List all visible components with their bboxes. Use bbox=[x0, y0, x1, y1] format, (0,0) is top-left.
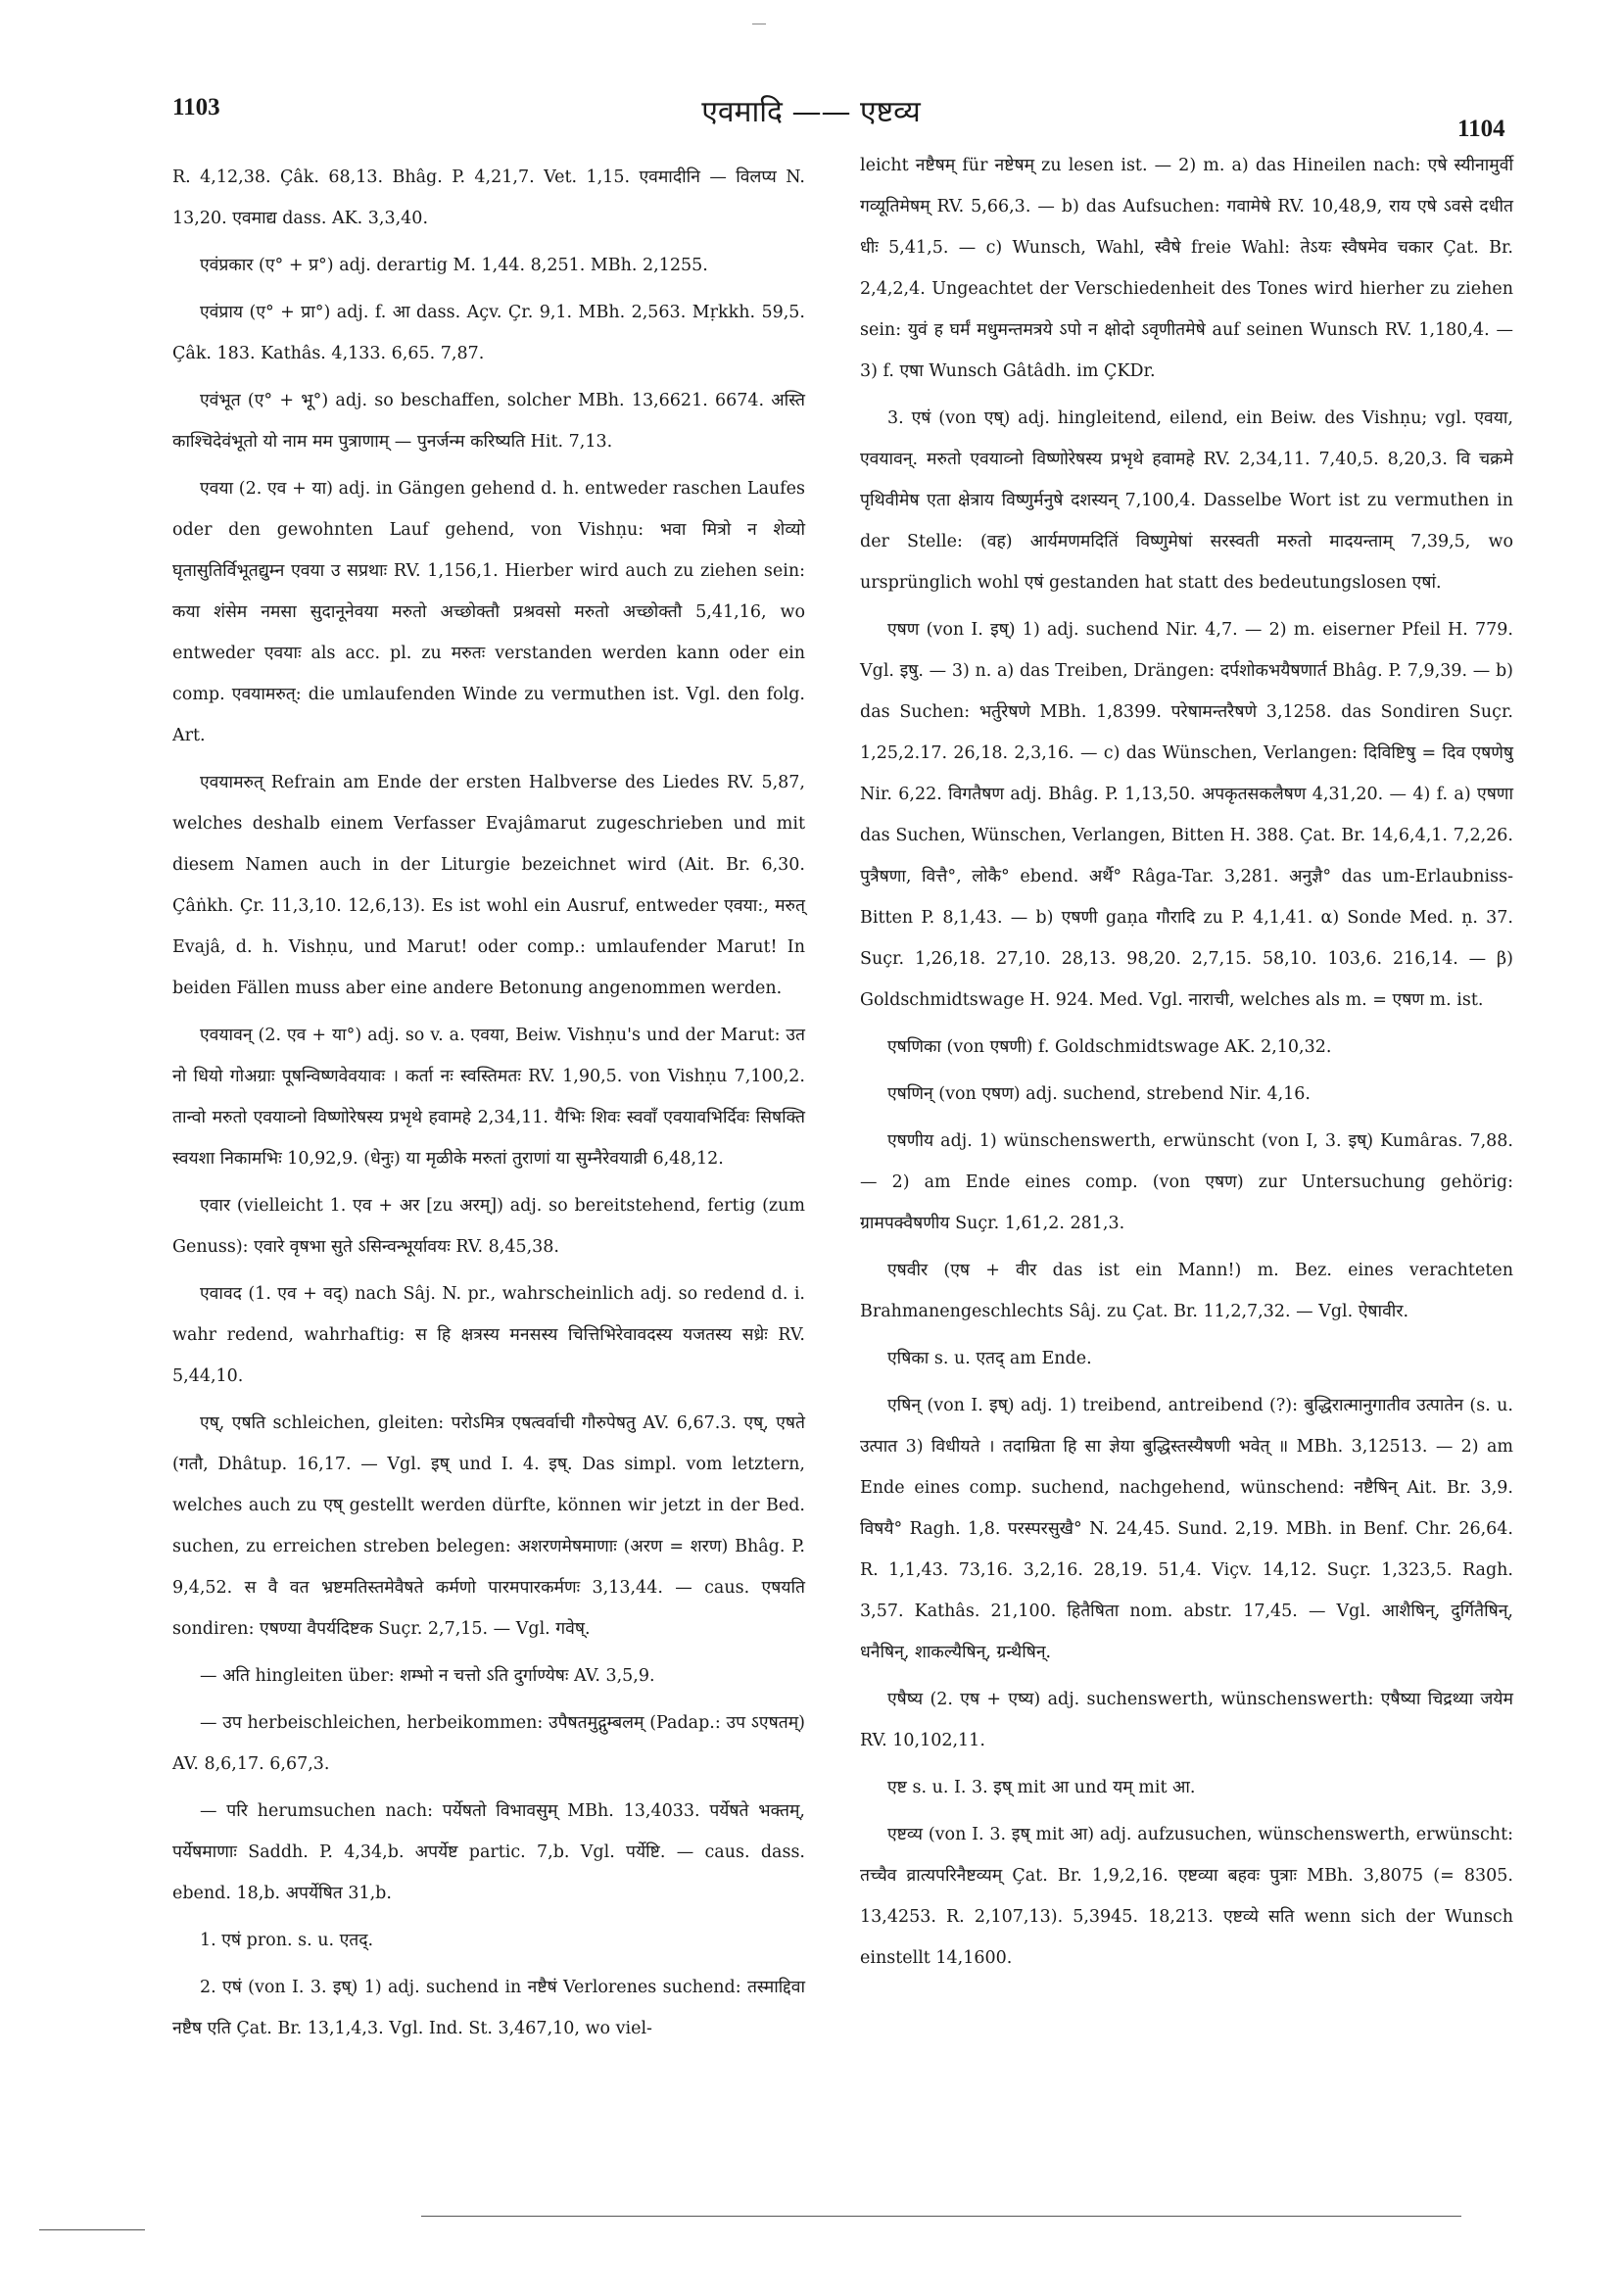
page-number-right: 1104 bbox=[1457, 116, 1505, 142]
footer-rule-short bbox=[39, 2229, 145, 2230]
dictionary-entry: एषिका s. u. एतद् am Ende. bbox=[887, 1349, 1092, 1368]
dictionary-entry: एवंप्राय (ए° + प्रा°) adj. f. आ dass. Açv. Çr. 9,1. MBh. 2,563. Mṛkkh. 59,5. Çâk. 183. Kathâs. 4,133. 6,65. 7,87. bbox=[172, 303, 805, 363]
dictionary-entry: एषैष्य (2. एष + एष्य) adj. suchenswerth, wünschenswerth: एषैष्या चिद्रथ्या जयेम RV. 10,102,11. bbox=[860, 1690, 1513, 1750]
dictionary-entry: — परि herumsuchen nach: पर्येषतो विभावसुम् MBh. 13,4033. पर्येषते भक्तम्, पर्येषमाणाः Saddh. P. 4,34,b. अपर्येष्ट partic. 7,b. Vgl. पर्येष्टि. — caus. dass. ebend. 18,b. अपर्येषित 31,b. bbox=[172, 1801, 805, 1903]
dictionary-entry: 2. एषं (von I. 3. इष्) 1) adj. suchend in नष्टैषं Verlorenes suchend: तस्माद्दिवा नष्टैष एति Çat. Br. 13,1,4,3. Vgl. Ind. St. 3,467,10, wo viel- bbox=[172, 1978, 805, 2038]
dictionary-entry: एषिन् (von I. इष्) adj. 1) treibend, antreibend (?): बुद्धिरात्मानुगातीव उत्पातेन (s. u. उत्पात 3) विधीयते । तदाम्रिता हि सा ज्ञेया बुद्धिस्तस्यैषणी भवेत् ॥ MBh. 3,12513. — 2) am Ende eines comp. suchend, nachgehend, wünschend: नष्टैषिन् Ait. Br. 3,9. विषयै° Ragh. 1,8. परस्परसुखै° N. 24,45. Sund. 2,19. MBh. in Benf. Chr. 26,64. R. 1,1,43. 73,16. 3,2,16. 28,19. 51,4. Viçv. 14,12. Suçr. 1,323,5. Ragh. 3,57. Kathâs. 21,100. हितैषिता nom. abstr. 17,45. — Vgl. आशैषिन्, दुर्गितैषिन्, धनैषिन्, शाकल्यैषिन्, ग्रन्थैषिन्. bbox=[860, 1396, 1513, 1662]
dictionary-entry: एषणीय adj. 1) wünschenswerth, erwünscht (von I, 3. इष्) Kumâras. 7,88. — 2) am Ende eines comp. (von एषण) zur Untersuchung gehörig: ग्रामपक्वैषणीय Suçr. 1,61,2. 281,3. bbox=[860, 1131, 1513, 1233]
dictionary-entry: एवया (2. एव + या) adj. in Gängen gehend d. h. entweder raschen Laufes oder den gewohnten Lauf gehend, von Vishṇu: भवा मित्रो न शेव्यो घृतासुतिर्विभूतद्युम्न एवया उ सप्रथाः RV. 1,156,1. Hierber wird auch zu ziehen sein: कया शंसेम नमसा सुदानूनेवया मरुतो अच्छोक्तौ प्रश्रवसो मरुतो अच्छोक्तौ 5,41,16, wo entweder एवयाः als acc. pl. zu मरुतः verstanden werden kann oder ein comp. एवयामरुत्: die umlaufenden Winde zu vermuthen ist. Vgl. den folg. Art. bbox=[172, 479, 805, 745]
dictionary-entry: एष्ट s. u. I. 3. इष् mit आ und यम् mit आ. bbox=[887, 1778, 1196, 1797]
dictionary-entry: एवावद (1. एव + वद्) nach Sâj. N. pr., wahrscheinlich adj. so redend d. i. wahr redend, wahrhaftig: स हि क्षत्रस्य मनसस्य चित्तिभिरेवावदस्य यजतस्य सध्रेः RV. 5,44,10. bbox=[172, 1284, 805, 1386]
dictionary-entry: R. 4,12,38. Çâk. 68,13. Bhâg. P. 4,21,7. Vet. 1,15. एवमादीनि — विलप्य N. 13,20. एवमाद्य dass. AK. 3,3,40. bbox=[172, 167, 805, 228]
running-header: एवमादि —— एष्टव्य bbox=[701, 95, 921, 129]
dictionary-entry: एवयामरुत् Refrain am Ende der ersten Halbverse des Liedes RV. 5,87, welches deshalb einem Verfasser Evajâmarut zugeschrieben und mit diesem Namen auch in der Liturgie bezeichnet wird (Ait. Br. 6,30. Çâṅkh. Çr. 11,3,10. 12,6,13). Es ist wohl ein Ausruf, entweder एवया:, मरुत् Evajâ, d. h. Vishṇu, und Marut! oder comp.: umlaufender Marut! In beiden Fällen muss aber eine andere Betonung angenommen werden. bbox=[172, 773, 805, 998]
dictionary-entry: एषणिका (von एषणी) f. Goldschmidtswage AK. 2,10,32. bbox=[887, 1037, 1332, 1057]
dictionary-entry: एषण (von I. इष्) 1) adj. suchend Nir. 4,7. — 2) m. eiserner Pfeil H. 779. Vgl. इषु. — 3) n. a) das Treiben, Drängen: दर्पशोकभयैषणार्त Bhâg. P. 7,9,39. — b) das Suchen: भर्तुरेषणे MBh. 1,8399. परेषामन्तरैषणे 3,1258. das Sondiren Suçr. 1,25,2.17. 26,18. 2,3,16. — c) das Wünschen, Verlangen: दिविष्टिषु = दिव एषणेषु Nir. 6,22. विगतैषण adj. Bhâg. P. 1,13,50. अपकृतसकलैषण 4,31,20. — 4) f. a) एषणा das Suchen, Wünschen, Verlangen, Bitten H. 388. Çat. Br. 14,6,4,1. 7,2,26. पुत्रैषणा, वित्तै°, लोकै° ebend. अर्थै° Râga-Tar. 3,281. अनुज्ञै° das um-Erlaubniss-Bitten P. 8,1,43. — b) एषणी gaṇa गौरादि zu P. 4,1,41. α) Sonde Med. ṇ. 37. Suçr. 1,26,18. 27,10. 28,13. 98,20. 2,7,15. 58,10. 103,6. 216,14. — β) Goldschmidtswage H. 924. Med. Vgl. नाराची, welches als m. = एषण m. ist. bbox=[860, 620, 1513, 1010]
dictionary-entry: 3. एषं (von एष्) adj. hingleitend, eilend, ein Beiw. des Vishṇu; vgl. एवया, एवयावन्. मरुतो एवयाव्नो विष्णोरेषस्य प्रभृथे हवामहे RV. 2,34,11. 7,40,5. 8,20,3. वि चक्रमे पृथिवीमेष एता क्षेत्राय विष्णुर्मनुषे दशस्यन् 7,100,4. Dasselbe Wort ist zu vermuthen in der Stelle: (वह) आर्यमणमदितिं विष्णुमेषां सरस्वती मरुतो मादयन्ताम् 7,39,5, wo ursprünglich wohl एषं gestanden hat statt des bedeutungslosen एषां. bbox=[860, 408, 1513, 593]
right-column bbox=[860, 145, 1513, 1985]
dictionary-entry: 1. एषं pron. s. u. एतद्. bbox=[200, 1931, 374, 1950]
page-number-left: 1103 bbox=[172, 94, 220, 120]
dictionary-entry: leicht नष्टैषम् für नष्टेषम् zu lesen ist. — 2) m. a) das Hineilen nach: एषे स्यीनामुर्वी गव्यूतिमेषम् RV. 5,66,3. — b) das Aufsuchen: गवामेषे RV. 10,48,9, राय एषे ऽवसे दधीत धीः 5,41,5. — c) Wunsch, Wahl, स्वैषे freie Wahl: तेऽयः स्वैषमेव चकार Çat. Br. 2,4,2,4. Ungeachtet der Verschiedenheit des Tones wird hierher zu ziehen sein: युवं ह घर्मं मधुमन्तमत्रये ऽपो न क्षोदो ऽवृणीतमेषे auf seinen Wunsch RV. 1,180,4. — 3) f. एषा Wunsch Gâtâdh. im ÇKDr. bbox=[860, 156, 1513, 381]
dictionary-entry: एषवीर (एष + वीर das ist ein Mann!) m. Bez. eines verachteten Brahmanengeschlechts Sâj. zu Çat. Br. 11,2,7,32. — Vgl. ऐषावीर. bbox=[860, 1261, 1513, 1321]
footer-rule-long bbox=[421, 2216, 1461, 2217]
dictionary-entry: एवंप्रकार (ए° + प्र°) adj. derartig M. 1,44. 8,251. MBh. 2,1255. bbox=[200, 256, 708, 275]
dictionary-entry: एवंभूत (ए° + भू°) adj. so beschaffen, solcher MBh. 13,6621. 6674. अस्ति काश्चिदेवंभूतो यो नाम मम पुत्राणाम् — पुनर्जन्म करिष्यति Hit. 7,13. bbox=[172, 391, 805, 452]
dictionary-entry: — अति hingleiten über: शम्भो न चत्तो ऽति दुर्गाण्येषः AV. 3,5,9. bbox=[200, 1666, 655, 1686]
dictionary-entry: एष्, एषति schleichen, gleiten: परोऽमित्र एषत्वर्वाची गौरुपेषतु AV. 6,67.3. एष्, एषते (गतौ, Dhâtup. 16,17. — Vgl. इष् und I. 4. इष्. Das simpl. vom letztern, welches auch zu एष् gestellt werden dürfte, können wir jetzt in der Bed. suchen, zu erreichen streben belegen: अशरणमेषमाणाः (अरण = शरण) Bhâg. P. 9,4,52. स वै वत भ्रष्टमतिस्तमेवैषते कर्मणो पारमपारकर्मणः 3,13,44. — caus. एषयति sondiren: एषण्या वैपर्यदिष्टक Suçr. 2,7,15. — Vgl. गवेष्. bbox=[172, 1413, 805, 1639]
dictionary-entry: एषणिन् (von एषण) adj. suchend, strebend Nir. 4,16. bbox=[887, 1084, 1311, 1104]
dictionary-entry: एवयावन् (2. एव + या°) adj. so v. a. एवया, Beiw. Vishṇu's und der Marut: उत नो धियो गोअग्राः पूषन्विष्णवेवयावः । कर्ता नः स्वस्तिमतः RV. 1,90,5. von Vishṇu 7,100,2. तान्वो मरुतो एवयाव्नो विष्णोरेषस्य प्रभृथे हवामहे 2,34,11. यैभिः शिवः स्ववाँ एवयावभिर्दिवः सिषक्ति स्वयशा निकामभिः 10,92,9. (धेनुः) या मृळीके मरुतां तुराणां या सुम्नैरेवयाव्री 6,48,12. bbox=[172, 1026, 805, 1169]
left-column bbox=[172, 157, 805, 2055]
dictionary-entry: एवार (vielleicht 1. एव + अर [zu अरम्]) adj. so bereitstehend, fertig (zum Genuss): एवारे वृषभा सुते ऽसिन्वन्भूर्यावयः RV. 8,45,38. bbox=[172, 1196, 805, 1257]
dictionary-entry: एष्टव्य (von I. 3. इष् mit आ) adj. aufzusuchen, wünschenswerth, erwünscht: तच्चैव व्रात्यपरिनैष्टव्यम् Çat. Br. 1,9,2,16. एष्टव्या बहवः पुत्राः MBh. 3,8075 (= 8305. 13,4253. R. 2,107,13). 5,3945. 18,213. एष्टव्ये सति wenn sich der Wunsch einstellt 14,1600. bbox=[860, 1825, 1513, 1968]
dictionary-entry: — उप herbeischleichen, herbeikommen: उपैषतमुद्गुम्बलम् (Padap.: उप ऽएषतम्) AV. 8,6,17. 6,67,3. bbox=[172, 1713, 805, 1774]
